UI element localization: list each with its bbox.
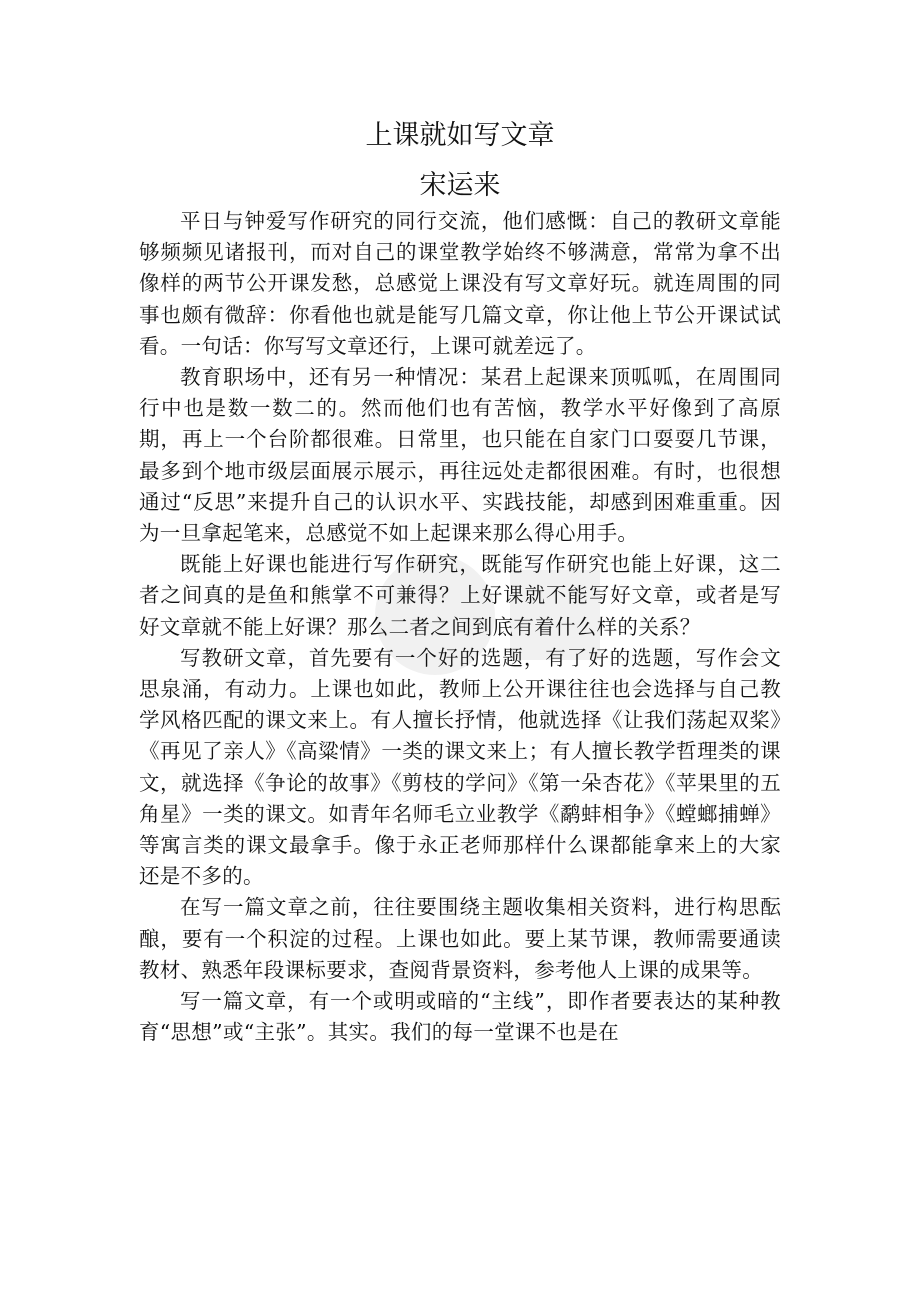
paragraph: 写一篇文章，有一个或明或暗的“主线”，即作者要表达的某种教育“思想”或“主张”。其实。我们的每一堂课不也是在 <box>139 989 781 1045</box>
paragraph: 在写一篇文章之前，往往要围绕主题收集相关资料，进行构思酝酿，要有一个积淀的过程。上课也如此。要上某节课，教师需要通读教材、熟悉年段课标要求，查阅背景资料，参考他人上课的成果等。 <box>139 895 781 982</box>
document-title: 上课就如写文章 <box>365 120 555 151</box>
paragraph: 写教研文章，首先要有一个好的选题，有了好的选题，写作会文思泉涌，有动力。上课也如此，教师上公开课往往也会选择与自己教学风格匹配的课文来上。有人擅长抒情，他就选择《让我们荡起双桨》《再见了亲人》《高粱情》一类的课文来上；有人擅长教学哲理类的课文，就选择《争论的故事》《剪枝的学问》《第一朵杏花》《苹果里的五角星》一类的课文。如青年名师毛立业教学《鹬蚌相争》《螳螂捕蝉》等寓言类的课文最拿手。像于永正老师那样什么课都能拿来上的大家还是不多的。 <box>139 645 781 889</box>
paragraph: 教育职场中，还有另一种情况：某君上起课来顶呱呱，在周围同行中也是数一数二的。然而他们也有苦恼，教学水平好像到了高原期，再上一个台阶都很难。日常里，也只能在自家门口耍耍几节课，最多到个地市级层面展示展示，再往远处走都很困难。有时，也很想通过“反思”来提升自己的认识水平、实践技能，却感到困难重重。因为一旦拿起笔来，总感觉不如上起课来那么得心用手。 <box>139 365 781 546</box>
paragraph: 既能上好课也能进行写作研究，既能写作研究也能上好课，这二者之间真的是鱼和熊掌不可兼得？上好课就不能写好文章，或者是写好文章就不能上好课？那么二者之间到底有着什么样的关系？ <box>139 552 781 639</box>
document-body <box>139 206 781 1048</box>
document-author: 宋运来 <box>419 170 501 201</box>
paragraph: 平日与钟爱写作研究的同行交流，他们感慨：自己的教研文章能够频频见诸报刊，而对自己的课堂教学始终不够满意，常常为拿不出像样的两节公开课发愁，总感觉上课没有写文章好玩。就连周围的同事也颇有微辞：你看他也就是能写几篇文章，你让他上节公开课试试看。一句话：你写写文章还行，上课可就差远了。 <box>139 209 781 358</box>
